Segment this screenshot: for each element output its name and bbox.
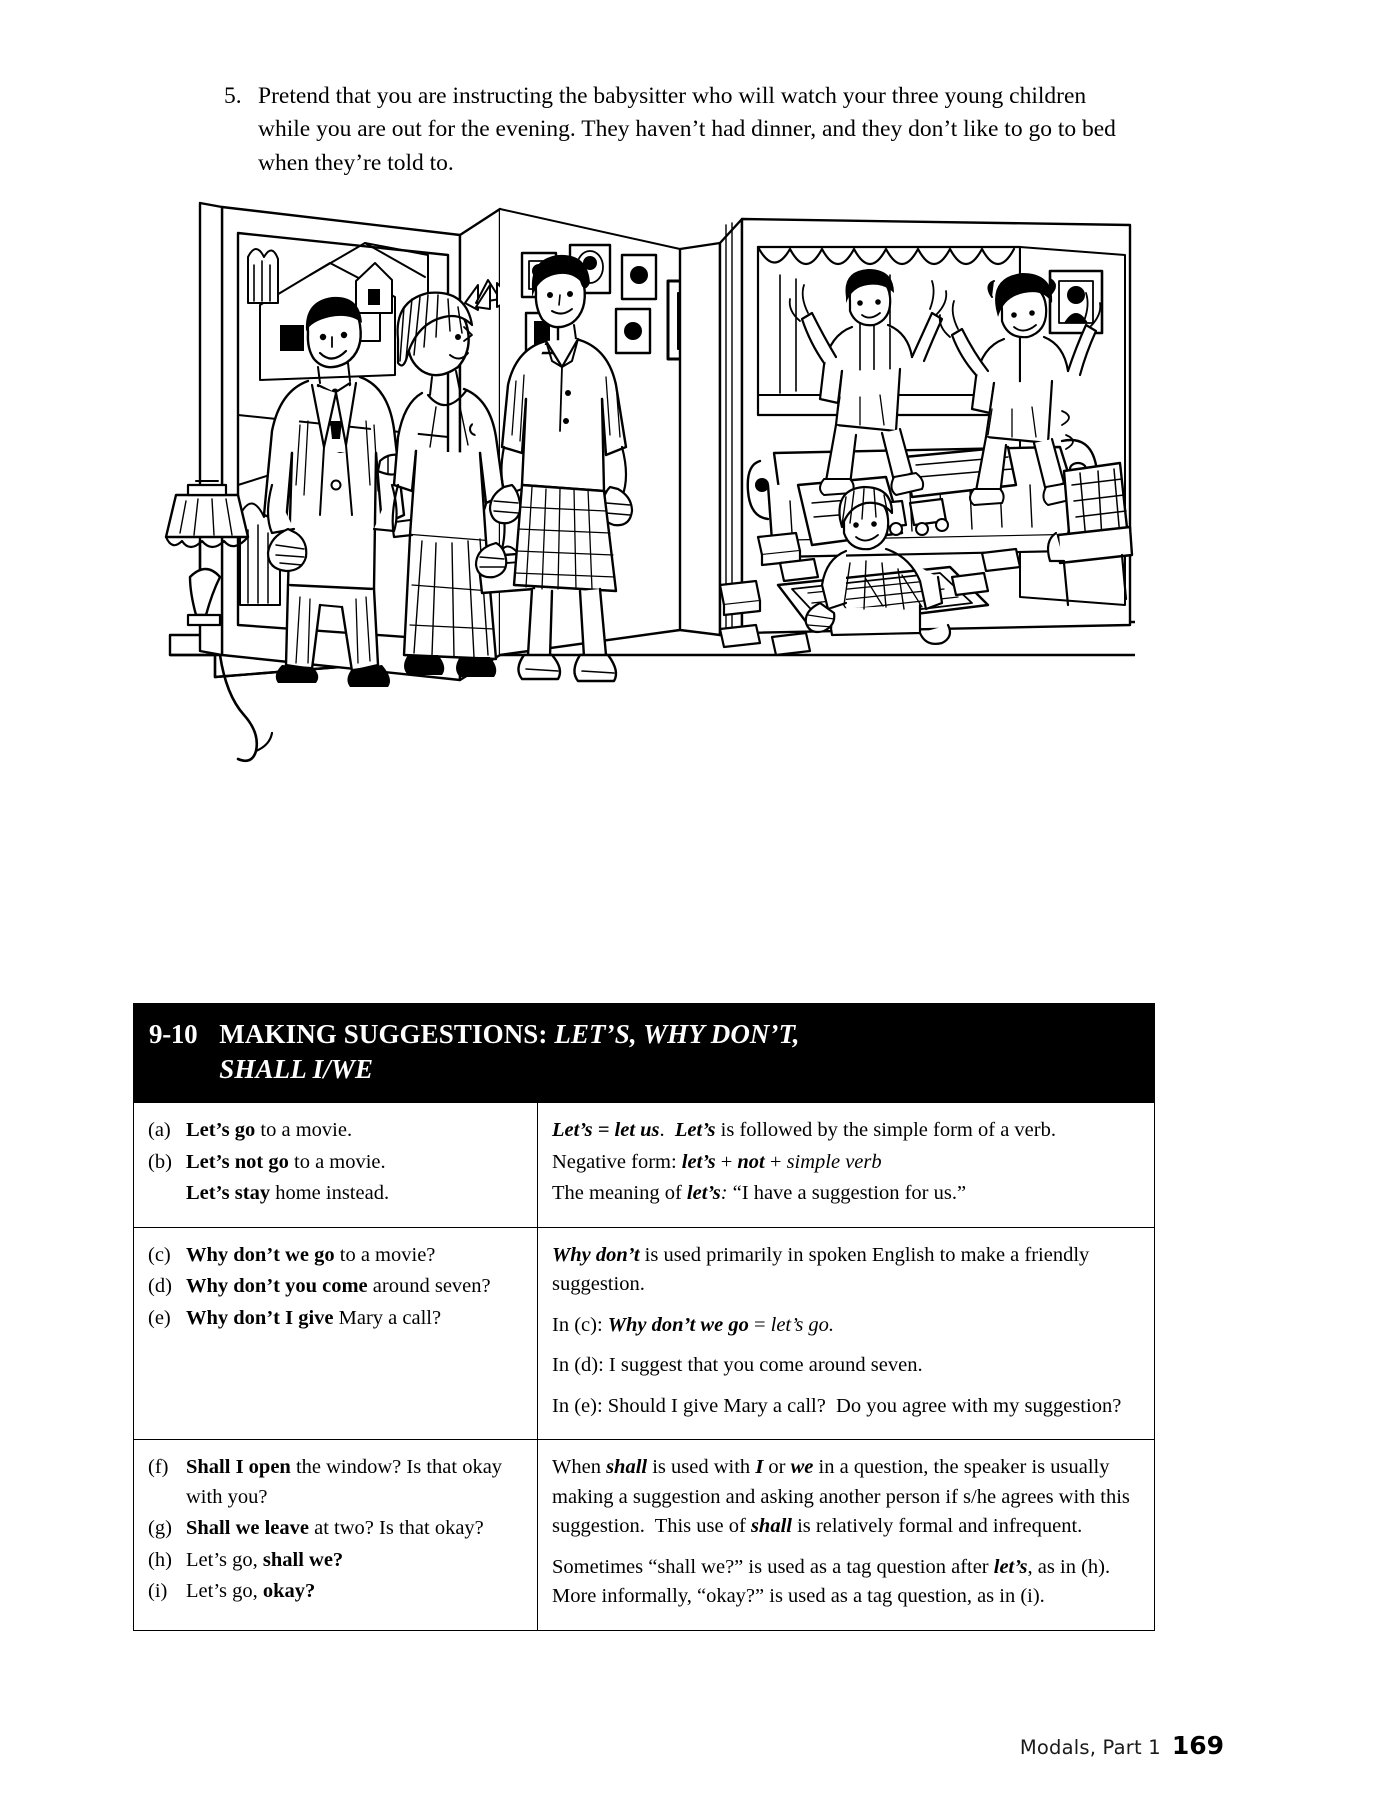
examples-cell-shall	[134, 1440, 538, 1631]
example-label: (e)	[148, 1306, 171, 1329]
example-label: (a)	[148, 1119, 171, 1142]
scene-illustration	[160, 185, 1135, 765]
exercise-item	[224, 80, 1124, 180]
exercise-number: 5.	[224, 83, 242, 109]
example-a	[148, 1116, 523, 1146]
example-bold: Shall I open	[186, 1456, 291, 1479]
chart-row-shall	[134, 1440, 1155, 1631]
chart-header	[133, 1003, 1155, 1102]
note-line: When shall is used with I or we in a question, the speaker is usually making a suggestion and asking another person if s/he agrees with this suggestion. This use of shall is relatively formal and infrequent.	[552, 1456, 1130, 1538]
chart-number: 9-10	[149, 1019, 198, 1049]
example-plain: Let’s go,	[186, 1548, 263, 1571]
chart-title-italic-line1: LET’S, WHY DON’T,	[554, 1019, 800, 1049]
notes-cell-lets	[538, 1103, 1155, 1228]
note-line: In (e): Should I give Mary a call? Do you agree with my suggestion?	[552, 1394, 1122, 1417]
note-line: In (d): I suggest that you come around seven.	[552, 1354, 923, 1377]
example-label: (g)	[148, 1517, 172, 1540]
example-bold: shall we?	[262, 1548, 344, 1571]
example-body	[186, 1148, 523, 1178]
example-body	[186, 1304, 523, 1334]
example-label: (f)	[148, 1456, 169, 1479]
note-line: Sometimes “shall we?” is used as a tag question after let’s, as in (h). More informally, “okay?” is used as a tag question, as in (i).	[552, 1555, 1111, 1608]
example-f	[148, 1453, 523, 1512]
example-label: (b)	[148, 1150, 172, 1173]
example-bold: Why don’t I give	[186, 1306, 334, 1329]
example-e	[148, 1304, 523, 1334]
example-bold: Why don’t you come	[186, 1275, 368, 1298]
example-bold: Why don’t we go	[186, 1243, 335, 1266]
example-body	[186, 1179, 523, 1209]
example-body	[186, 1272, 523, 1302]
example-c	[148, 1241, 523, 1271]
example-h	[148, 1546, 523, 1576]
example-label: (h)	[148, 1548, 172, 1571]
example-rest: around seven?	[367, 1275, 491, 1298]
example-label: (i)	[148, 1580, 168, 1603]
page-footer	[1020, 1731, 1224, 1760]
example-bold: Let’s not go	[186, 1150, 289, 1173]
grammar-chart	[133, 1003, 1155, 1631]
example-bold: okay?	[262, 1580, 316, 1603]
example-bold: Let’s stay	[186, 1182, 271, 1205]
notes-cell-shall	[538, 1440, 1155, 1631]
example-rest: to a movie.	[255, 1119, 353, 1142]
example-bold: Shall we leave	[186, 1517, 309, 1540]
footer-chapter-label: Modals, Part 1	[1019, 1736, 1161, 1759]
example-body	[186, 1577, 523, 1607]
footer-page-number: 169	[1171, 1731, 1224, 1760]
chart-row-lets	[134, 1103, 1155, 1228]
note-line: In (c): Why don’t we go = let’s go.	[552, 1313, 835, 1336]
note-line: Let’s = let us. Let’s is followed by the simple form of a verb.	[552, 1119, 1056, 1142]
example-body	[186, 1453, 523, 1512]
example-b	[148, 1148, 523, 1178]
example-plain: Let’s go,	[186, 1580, 263, 1603]
example-body	[186, 1116, 523, 1146]
example-b-continuation	[148, 1179, 523, 1209]
chart-title	[219, 1017, 1155, 1086]
example-d	[148, 1272, 523, 1302]
note-line: Negative form: let’s + not + simple verb	[552, 1150, 882, 1173]
example-rest: home instead.	[270, 1182, 390, 1205]
example-g	[148, 1514, 523, 1544]
chart-title-plain: MAKING SUGGESTIONS:	[219, 1019, 555, 1049]
example-rest: at two? Is that okay?	[309, 1517, 484, 1540]
example-rest: the window? Is that okay with you?	[186, 1456, 503, 1508]
chart-row-why-dont	[134, 1227, 1155, 1440]
example-body	[186, 1241, 523, 1271]
example-label: (d)	[148, 1275, 172, 1298]
examples-cell-why-dont	[134, 1227, 538, 1440]
chart-title-italic-line2: SHALL I/WE	[219, 1053, 374, 1084]
note-line: Why don’t is used primarily in spoken English to make a friendly suggestion.	[552, 1243, 1090, 1296]
example-rest: Mary a call?	[333, 1306, 442, 1329]
notes-cell-why-dont	[538, 1227, 1155, 1440]
chart-table	[133, 1102, 1155, 1631]
example-body	[186, 1546, 523, 1576]
exercise-text: Pretend that you are instructing the babysitter who will watch your three young children while you are out for the evening. They haven’t had dinner, and they don’t like to go to bed when they’re told to.	[258, 83, 1116, 176]
example-rest: to a movie?	[334, 1243, 436, 1266]
example-bold: Let’s go	[186, 1119, 256, 1142]
example-body	[186, 1514, 523, 1544]
note-line: The meaning of let’s: “I have a suggestion for us.”	[552, 1182, 967, 1205]
examples-cell-lets	[134, 1103, 538, 1228]
example-rest: to a movie.	[288, 1150, 386, 1173]
example-label: (c)	[148, 1243, 171, 1266]
example-i	[148, 1577, 523, 1607]
